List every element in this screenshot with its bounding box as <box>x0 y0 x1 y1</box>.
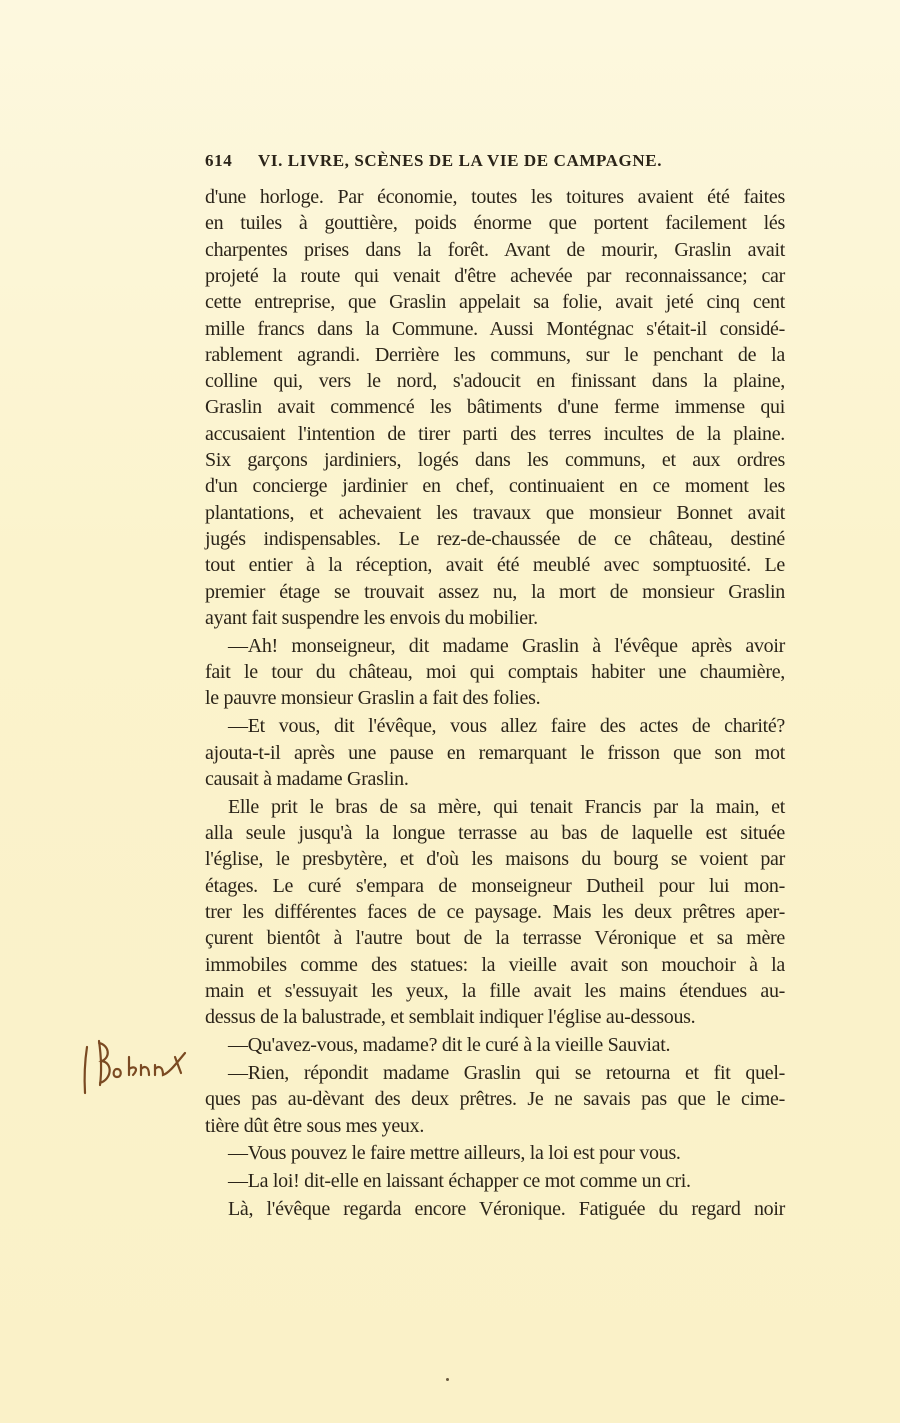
text-line: —Qu'avez-vous, madame? dit le curé à la vieille Sauviat. <box>228 1034 671 1056</box>
text-line: cette entreprise, que Graslin appelait sa folie, avait jeté cinq cent <box>205 291 785 314</box>
text-line: d'un concierge jardinier en chef, continuaient en ce moment les <box>205 475 785 498</box>
text-line: tière dût être sous mes yeux. <box>205 1114 425 1137</box>
text-line: d'une horloge. Par économie, toutes les toitures avaient été faites <box>205 186 785 208</box>
text-line: fait le tour du château, moi qui comptais habiter une chaumière, <box>205 661 785 683</box>
text-line: —Et vous, dit l'évêque, vous allez faire des actes de charité? <box>228 715 785 738</box>
text-line: ajouta-t-il après une pause en remarquant le frisson que son mot <box>205 741 785 764</box>
text-line: alla seule jusqu'à la longue terrasse au bas de laquelle est située <box>205 822 785 844</box>
text-line: dessus de la balustrade, et semblait indiquer l'église au-dessous. <box>205 1006 696 1029</box>
text-line: ques pas au-dèvant des deux prêtres. Je ne savais pas que le cime- <box>205 1088 785 1111</box>
text-line: ayant fait suspendre les envois du mobilier. <box>205 606 538 629</box>
text-line: mille francs dans la Commune. Aussi Montégnac s'était-il considé- <box>205 317 785 340</box>
text-line: Six garçons jardiniers, logés dans les communs, et aux ordres <box>205 449 785 471</box>
text-line: plantations, et achevaient les travaux que monsieur Bonnet avait <box>205 501 785 524</box>
text-line: immobiles comme des statues: la vieille avait son mouchoir à la <box>205 953 785 976</box>
page-number: 614 <box>205 151 233 170</box>
text-line: colline qui, vers le nord, s'adoucit en finissant dans la plaine, <box>205 370 785 393</box>
ink-speck <box>446 1378 449 1381</box>
text-line: premier étage se trouvait assez nu, la mort de monsieur Graslin <box>205 580 785 603</box>
text-line: le pauvre monsieur Graslin a fait des folies. <box>205 687 541 710</box>
text-line: Elle prit le bras de sa mère, qui tenait Francis par la main, et <box>228 795 785 818</box>
handwritten-margin-annotation <box>75 1035 205 1100</box>
text-line: —La loi! dit-elle en laissant échapper ce mot comme un cri. <box>228 1170 691 1193</box>
text-line: rablement agrandi. Derrière les communs, sur le penchant de la <box>205 343 785 366</box>
text-line: tout entier à la réception, avait été meublé avec somptuosité. Le <box>205 554 785 577</box>
text-line: Graslin avait commencé les bâtiments d'une ferme immense qui <box>205 396 785 419</box>
text-line: —Rien, répondit madame Graslin qui se retourna et fit quel- <box>228 1061 785 1084</box>
text-line: jugés indispensables. Le rez-de-chaussée de ce château, destiné <box>205 527 785 550</box>
text-line: charpentes prises dans la forêt. Avant de mourir, Graslin avait <box>205 238 785 261</box>
running-title: VI. LIVRE, SCÈNES DE LA VIE DE CAMPAGNE. <box>258 151 663 170</box>
text-line: Là, l'évêque regarda encore Véronique. Fatiguée du regard noir <box>228 1198 785 1221</box>
text-line: —Vous pouvez le faire mettre ailleurs, la loi est pour vous. <box>228 1142 681 1165</box>
text-line: —Ah! monseigneur, dit madame Graslin à l'évêque après avoir <box>228 634 785 657</box>
text-line: accusaient l'intention de tirer parti des terres incultes de la plaine. <box>205 422 785 445</box>
text-line: en tuiles à gouttière, poids énorme que portent facilement lés <box>205 212 785 235</box>
text-line: trer les différentes faces de ce paysage. Mais les deux prêtres aper- <box>205 900 785 923</box>
text-line: l'église, le presbytère, et d'où les maisons du bourg se voient par <box>205 848 785 871</box>
text-line: projeté la route qui venait d'être achevée par reconnaissance; car <box>205 264 785 287</box>
text-line: causait à madame Graslin. <box>205 767 409 790</box>
text-line: çurent bientôt à l'autre bout de la terrasse Véronique et sa mère <box>205 927 785 950</box>
text-line: étages. Le curé s'empara de monseigneur Dutheil pour lui mon- <box>205 874 785 897</box>
running-header <box>205 151 785 177</box>
text-line: main et s'essuyait les yeux, la fille avait les mains étendues au- <box>205 979 785 1002</box>
